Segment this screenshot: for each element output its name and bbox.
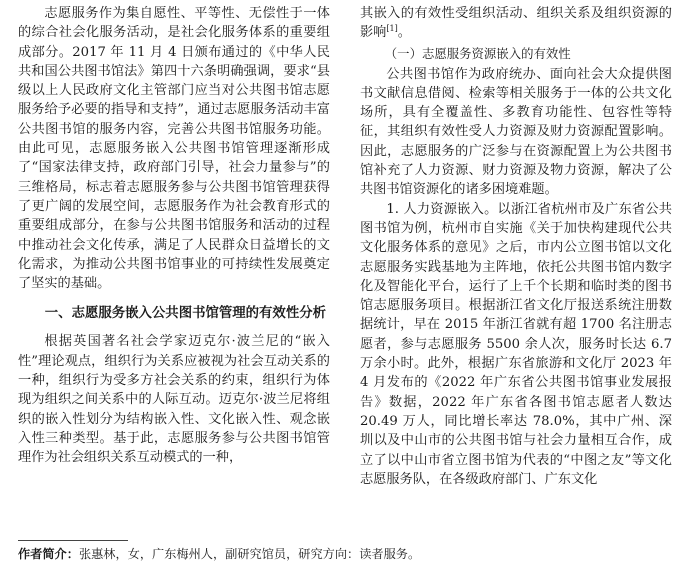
left-column (18, 4, 330, 468)
footnote-rule (18, 540, 128, 541)
resource-paragraph: 公共图书馆作为政府统办、面向社会大众提供图书文献信息借阅、检索等相关服务于一体的公共文化场所，具有全覆盖性、多教育功能性、包容性等特征，其组织有效性受人力资源及财力资源配置影响。因此，志愿服务的广泛参与在资源配置上为公共图书馆补充了人力资源、财力资源及物力资源，解决了公共图书馆资源化的诸多困境难题。 (360, 66, 672, 198)
subsection-heading: （一）志愿服务资源嵌入的有效性 (384, 45, 571, 61)
section-heading: 一、志愿服务嵌入公共图书馆管理的有效性分析 (44, 306, 326, 322)
author-footnote (18, 544, 668, 564)
footnote-text: 张惠林，女，广东梅州人，副研究馆员，研究方向：读者服务。 (78, 547, 421, 561)
continuation-paragraph (360, 4, 672, 43)
continuation-end: 。 (397, 25, 411, 41)
human-resource-paragraph: 1. 人力资源嵌入。以浙江省杭州市及广东省公共图书馆为例，杭州市自实施《关于加快构建现代公共文化服务体系的意见》之后，市内公立图书馆以文化志愿服务实践基地为主阵地，依托公共图书馆内数字化及智能化平台，运行了上千个长期和临时类的图书馆志愿服务项目。根据浙江省文化厅报送系统注册数据统计，早在 2015 年浙江省就有超 1700 名注册志愿者，参与志愿服务 5500 余人次，服务时长达 6.7 万余小时。此外，根据广东省旅游和文化厅 2023 年 4 月发布的《2022 年广东省公共图书馆事业发展报告》数据，2022 年广东省各图书馆志愿者人数达 20.49 万人，同比增长率达 78.0%，其中广州、深圳以及中山市的公共图书馆与社会力量相互合作，成立了以中山市省立图书馆为代表的“中图之友”等文化志愿服务队，在各级政府部门、广东文化 (360, 201, 672, 487)
right-column (360, 4, 672, 489)
footnote-label: 作者简介： (18, 547, 79, 561)
continuation-text: 其嵌入的有效性受组织活动、组织关系及组织资源的影响 (360, 6, 672, 41)
intro-paragraph: 志愿服务作为集自愿性、平等性、无偿性于一体的综合社会化服务活动，是社会化服务体系的重要组成部分。2017 年 11 月 4 日颁布通过的《中华人民共和国公共图书馆法》第四十六条明确强调，要求“县级以上人民政府文化主管部门应当对公共图书馆志愿服务给予必要的指导和支持”，通过志愿服务活动丰富公共图书馆的服务内容，完善公共图书馆服务功能。由此可见，志愿服务嵌入公共图书馆管理逐渐形成了“国家法律支持，政府部门引导，社会力量参与”的三维格局，标志着志愿服务参与公共图书馆管理获得了更广阔的发展空间，志愿服务作为社会教育形式的重要组成部分，在参与公共图书馆服务和活动的过程中推动社会文化传承，满足了人民群众日益增长的文化需求，为推动公共图书馆事业的可持续性发展奠定了坚实的基础。 (18, 6, 330, 292)
citation-marker: [1] (386, 24, 398, 34)
embeddedness-theory-paragraph: 根据英国著名社会学家迈克尔·波兰尼的“嵌入性”理论观点，组织行为关系应被视为社会互动关系的一种，组织行为受多方社会关系的约束，组织行为体现为组织之间关系中的人际互动。迈克尔·波兰尼将组织的嵌入性划分为结构嵌入性、文化嵌入性、观念嵌入性三种类型。基于此，志愿服务参与公共图书馆管理作为社会组织关系互动模式的一种， (18, 334, 330, 466)
